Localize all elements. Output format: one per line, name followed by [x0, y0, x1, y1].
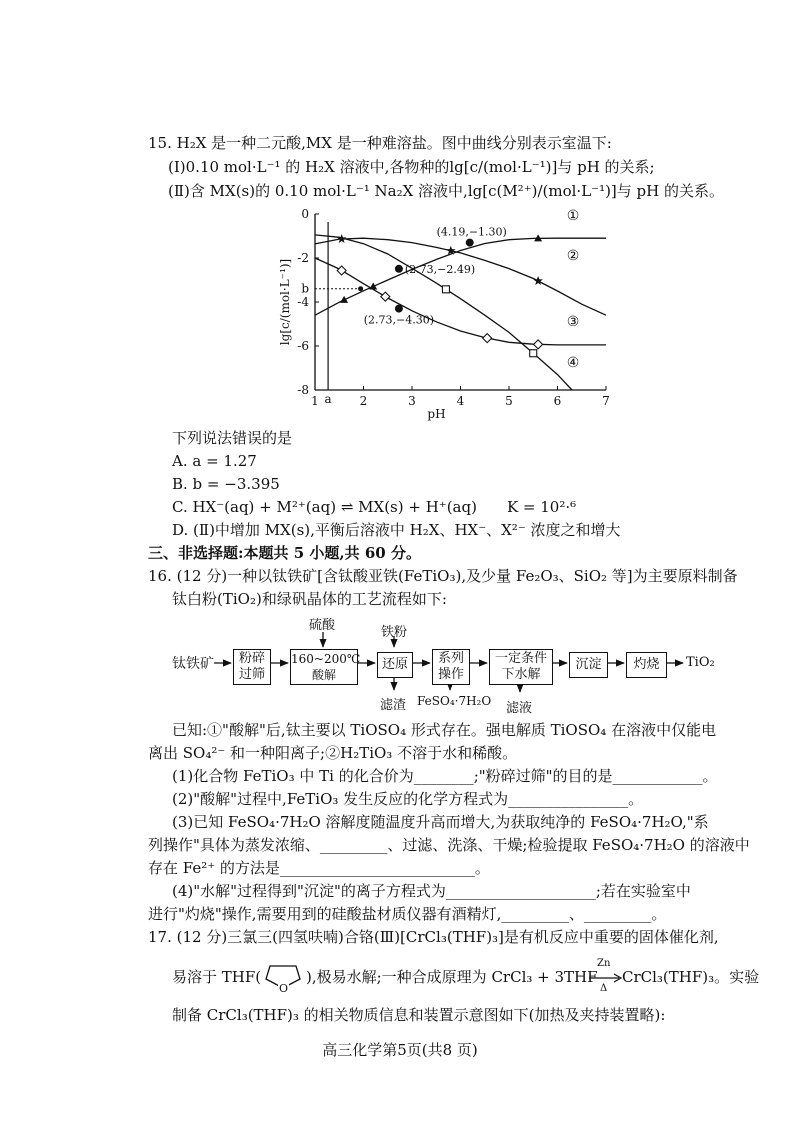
- section-3-heading: 三、非选择题:本题共 5 小题,共 60 分。: [148, 544, 421, 562]
- y-tick-label--6: -6: [297, 339, 309, 353]
- flow-box-hydrolysis-l2: 下水解: [501, 667, 541, 682]
- curve-3-marker-4: [534, 340, 543, 349]
- curve-3-marker-1: [337, 266, 346, 275]
- q15-option-d: D. (Ⅱ)中增加 MX(s),平衡后溶液中 H₂X、HX⁻、X²⁻ 浓度之和增大: [172, 521, 621, 539]
- x-tick-label-1: 1: [311, 394, 319, 408]
- curve-3-marker-2: [381, 292, 390, 301]
- y-axis-label: lg[c/(mol·L⁻¹)]: [278, 258, 292, 346]
- flow-box-hydrolysis-l1: 一定条件: [494, 651, 547, 666]
- q15-option-b: B. b = −3.395: [172, 475, 280, 493]
- flow-box-crush-l2: 过筛: [238, 667, 265, 682]
- x-tick-label-2: 2: [359, 394, 368, 408]
- y-tick-label--8: -8: [297, 383, 309, 397]
- curve-label-3: ③: [566, 314, 580, 330]
- q17-line-2b: ),极易水解;一种合成原理为 CrCl₃ + 3THF: [306, 968, 598, 986]
- curve-1-marker-1: [340, 296, 348, 303]
- flow-box-series: [432, 649, 470, 685]
- q17-line-3: 制备 CrCl₃(THF)₃ 的相关物质信息和装置示意图如下(加热及夹持装置略):: [172, 1006, 666, 1024]
- q16-part-4b: 进行"灼烧"操作,需要用到的硅酸盐材质仪器有酒精灯,_________、_________。: [148, 905, 667, 923]
- q15-line2: (Ⅱ)含 MX(s)的 0.10 mol·L⁻¹ Na₂X 溶液中,lg[c(M²⁺)/(mol·L⁻¹)]与 pH 的关系。: [168, 182, 725, 200]
- curve-4-marker-2: [530, 350, 537, 357]
- q15-question: 下列说法错误的是: [172, 429, 293, 447]
- flow-box-hydrolysis: [489, 649, 553, 685]
- q17-line-1: 17. (12 分)三氯三(四氢呋喃)合铬(Ⅲ)[CrCl₃(THF)₃]是有机反应中重要的固体催化剂,: [148, 928, 719, 946]
- q16-stem-1: 16. (12 分)一种以钛铁矿[含钛酸亚铁(FeTiO₃),及少量 Fe₂O₃、SiO₂ 等]为主要原料制备: [148, 567, 738, 585]
- flow-box-acid-l1: 160~200℃: [291, 652, 361, 666]
- q16-stem-2: 钛白粉(TiO₂)和绿矾晶体的工艺流程如下:: [172, 590, 447, 608]
- q17-line-2c: CrCl₃(THF)₃。实验: [622, 968, 760, 986]
- point-1: [466, 239, 474, 247]
- x-tick-label-5: 5: [505, 394, 513, 408]
- curve-2-marker-3: [533, 276, 543, 285]
- q16-part-3b: 列操作"具体为蒸发浓缩、_________、过滤、洗涤、干燥;检验提取 FeSO₄·7H₂O 的溶液中: [148, 836, 750, 854]
- flow-box-acid: [290, 649, 361, 685]
- x-tick-label-3: 3: [408, 394, 416, 408]
- point-3: [395, 305, 403, 313]
- y-tick-label--2: -2: [297, 251, 309, 265]
- y-tick-label-b: b: [301, 281, 309, 296]
- curve-4-marker-1: [442, 286, 449, 293]
- y-tick-label-0: 0: [301, 207, 309, 221]
- flow-box-series-l1: 系列: [437, 651, 464, 666]
- page-footer: 高三化学第5页(共8 页): [322, 1041, 478, 1059]
- flow-box-acid-l2: 酸解: [311, 668, 336, 682]
- q17-line-2a: 易溶于 THF(: [172, 968, 262, 986]
- q16-part-3c: 存在 Fe²⁺ 的方法是__________________________。: [148, 859, 490, 877]
- point-label-3: (2.73,−4.30): [363, 313, 435, 327]
- curve-label-2: ②: [566, 248, 580, 264]
- curve-3-marker-3: [483, 334, 492, 343]
- q16-part-4a: (4)"水解"过程得到"沉淀"的离子方程式为____________________;若在实验室中: [172, 882, 691, 900]
- q16-known-2: 离出 SO₄²⁻ 和一种阳离子;②H₂TiO₃ 不溶于水和稀酸。: [148, 744, 518, 762]
- point-label-2: (2.73,−2.49): [404, 262, 476, 276]
- flow-input-acid: 硫酸: [309, 618, 336, 633]
- flow-box-series-l2: 操作: [437, 667, 464, 682]
- q15-line1: (Ⅰ)0.10 mol·L⁻¹ 的 H₂X 溶液中,各物种的lg[c/(mol·L⁻¹)]与 pH 的关系;: [168, 158, 655, 176]
- q16-known-1: 已知:①"酸解"后,钛主要以 TiOSO₄ 形式存在。强电解质 TiOSO₄ 在溶液中仅能电: [172, 721, 717, 739]
- q16-part-3a: (3)已知 FeSO₄·7H₂O 溶解度随温度升高而增大,为获取纯净的 FeSO₄·7H₂O,"系: [172, 813, 709, 831]
- curve-2: [315, 238, 606, 315]
- crossing-point: [358, 286, 363, 291]
- curve-label-4: ④: [566, 355, 580, 371]
- ph-chart: [0, 200, 800, 440]
- flow-output-feso4: FeSO₄·7H₂O: [417, 694, 492, 708]
- x-tick-label-6: 6: [553, 394, 562, 408]
- x-tick-label-a: a: [324, 392, 332, 406]
- x-axis-label: pH: [427, 407, 446, 421]
- curve-label-1: ①: [566, 208, 580, 224]
- x-tick-label-4: 4: [456, 394, 465, 408]
- point-2: [395, 265, 403, 273]
- flow-start-label: 钛铁矿: [172, 656, 214, 672]
- flow-box-calcine: 灼烧: [626, 652, 667, 678]
- point-label-1: (4.19,−1.30): [436, 225, 507, 239]
- x-tick-label-7: 7: [602, 394, 610, 408]
- reaction-condition-zn: Zn: [597, 958, 611, 969]
- flow-box-crush: [233, 649, 271, 685]
- flow-output-filtrate: 滤液: [506, 701, 533, 716]
- q16-part-1: (1)化合物 FeTiO₃ 中 Ti 的化合价为________;"粉碎过筛"的目的是____________。: [172, 767, 718, 785]
- flow-output-residue: 滤渣: [380, 698, 407, 713]
- q16-part-2: (2)"酸解"过程中,FeTiO₃ 发生反应的化学方程式为________________。: [172, 790, 644, 808]
- flow-end-label: TiO₂: [686, 655, 715, 670]
- curve-1: [315, 238, 606, 315]
- flow-box-precipitate: 沉淀: [569, 652, 608, 678]
- flow-box-reduce: 还原: [377, 652, 413, 678]
- flow-input-iron: 铁粉: [381, 625, 408, 640]
- reaction-condition-heat: Δ: [600, 983, 608, 994]
- thf-ring-oxygen: O: [279, 982, 289, 995]
- q15-option-a: A. a = 1.27: [172, 452, 257, 470]
- y-tick-label--4: -4: [297, 295, 309, 309]
- curve-4: [315, 235, 572, 390]
- flow-box-crush-l1: 粉碎: [238, 651, 265, 666]
- q15-option-c: C. HX⁻(aq) + M²⁺(aq) ⇌ MX(s) + H⁺(aq) K = 10²·⁶: [172, 498, 577, 516]
- q15-stem: 15. H₂X 是一种二元酸,MX 是一种难溶盐。图中曲线分别表示室温下:: [148, 134, 612, 152]
